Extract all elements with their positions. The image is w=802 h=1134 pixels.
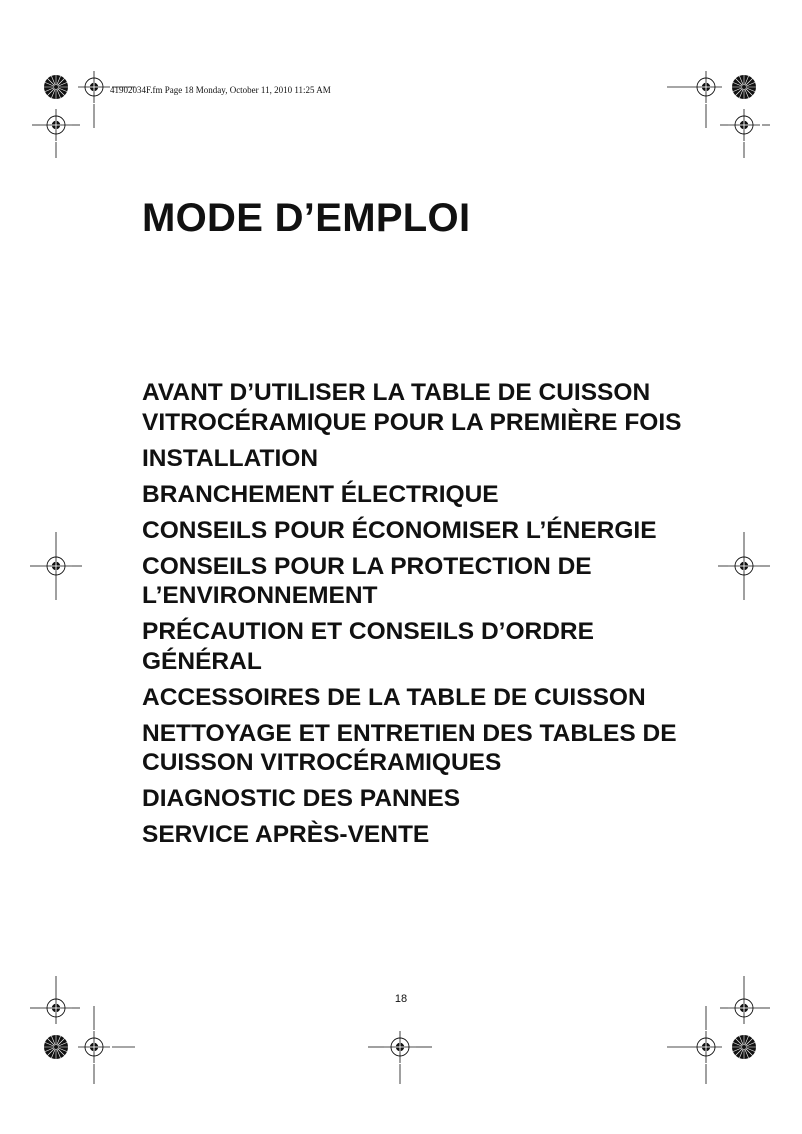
registration-mark-icon (728, 992, 760, 1024)
page-title: MODE D’EMPLOI (142, 196, 471, 240)
toc-item-electrical-connection: BRANCHEMENT ÉLECTRIQUE (142, 480, 499, 508)
registration-mark-icon (40, 992, 72, 1024)
starburst-target-icon (732, 75, 756, 99)
registration-mark-icon (728, 109, 760, 141)
registration-mark-icon (78, 1031, 110, 1063)
toc-item-installation: INSTALLATION (142, 444, 319, 472)
starburst-target-icon (44, 75, 68, 99)
starburst-target-icon (44, 1035, 68, 1059)
registration-mark-icon (690, 71, 722, 103)
toc-item-after-sales: SERVICE APRÈS-VENTE (142, 821, 430, 848)
registration-mark-icon (384, 1031, 416, 1063)
starburst-target-icon (732, 1035, 756, 1059)
toc-item-first-use: AVANT D’UTILISER LA TABLE DE CUISSON VITROCÉRAMIQUE POUR LA PREMIÈRE FOIS (142, 379, 682, 436)
registration-mark-icon (78, 71, 110, 103)
toc-item-environment: CONSEILS POUR LA PROTECTION DE L’ENVIRONNEMENT (142, 552, 592, 609)
toc-item-precautions: PRÉCAUTION ET CONSEILS D’ORDRE GÉNÉRAL (142, 618, 594, 675)
toc-item-cleaning: NETTOYAGE ET ENTRETIEN DES TABLES DE CUISSON VITROCÉRAMIQUES (142, 719, 677, 776)
registration-mark-icon (690, 1031, 722, 1063)
toc-item-accessories: ACCESSOIRES DE LA TABLE DE CUISSON (142, 683, 646, 711)
file-info-header: 41902034F.fm Page 18 Monday, October 11, 2010 11:25 AM (110, 85, 331, 95)
registration-mark-icon (728, 550, 760, 582)
toc-item-troubleshooting: DIAGNOSTIC DES PANNES (142, 785, 461, 812)
toc-item-energy-saving: CONSEILS POUR ÉCONOMISER L’ÉNERGIE (142, 516, 657, 544)
registration-mark-icon (40, 550, 72, 582)
registration-mark-icon (40, 109, 72, 141)
page-number: 18 (394, 993, 408, 1005)
